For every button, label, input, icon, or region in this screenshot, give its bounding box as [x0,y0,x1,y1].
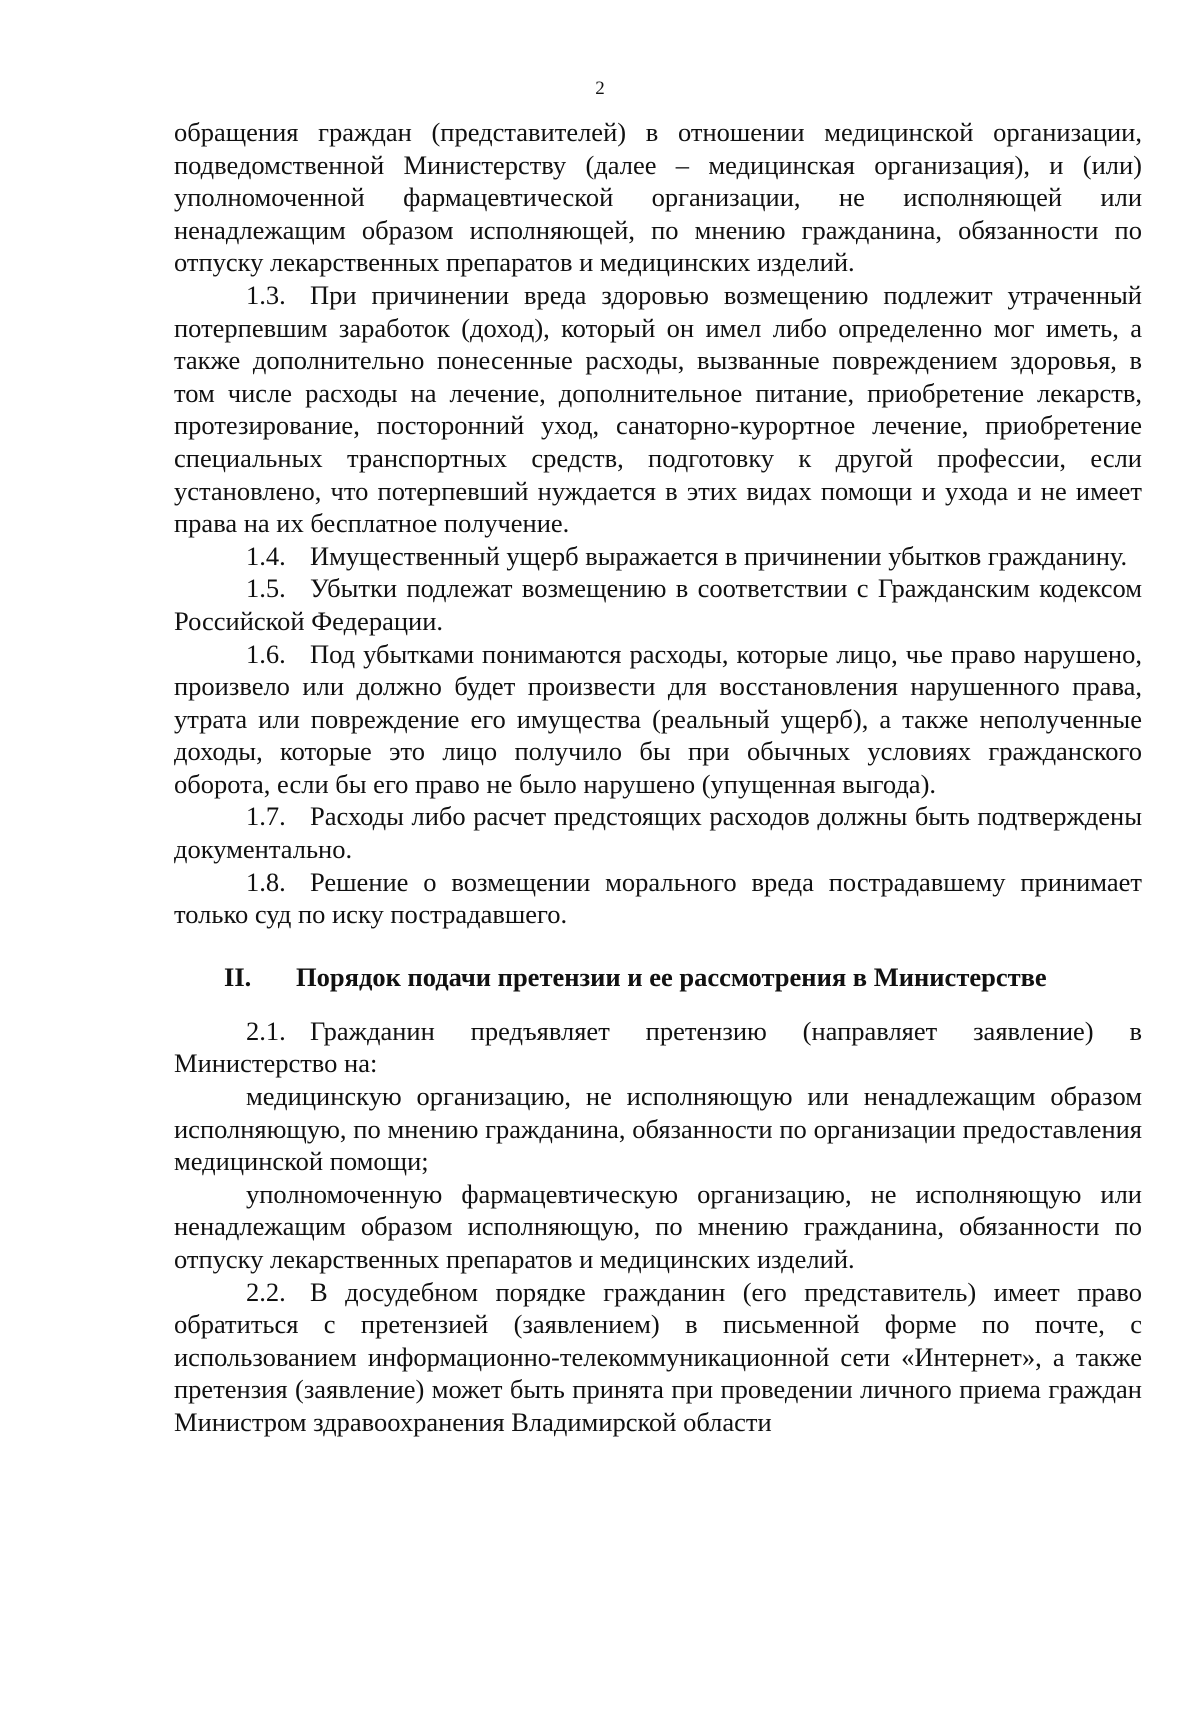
page-number: 2 [595,78,605,99]
section-heading [174,961,1142,993]
document-body [174,116,1142,1439]
paragraph-2-1 [174,1015,1142,1080]
paragraph-1-7 [174,800,1142,865]
paragraph-number: 1.6. [246,638,286,669]
paragraph-1-5 [174,572,1142,637]
paragraph-text: Под убытками понимаются расходы, которые лицо, чье право нарушено, произвело или должно будет произвести для восстановления нарушенного права, утрата или повреждение его имущества (реальный ущерб), а также неполученные доходы, которые это лицо получило бы при обычных условиях гражданского оборота, если бы его право не было нарушено (упущенная выгода). [174,638,1142,799]
paragraph-text: медицинскую организацию, не исполняющую или ненадлежащим образом исполняющую, по мнению гражданина, обязанности по организации предоставления медицинской помощи; [174,1081,1142,1177]
paragraph-text: Решение о возмещении морального вреда пострадавшему принимает только суд по иску пострадавшего. [174,866,1142,930]
section-number: II. [224,961,252,992]
paragraph-number: 2.2. [246,1276,286,1307]
paragraph-2-2 [174,1276,1142,1439]
paragraph-number: 1.7. [246,801,286,832]
paragraph-text: обращения граждан (представителей) в отношении медицинской организации, подведомственной Министерству (далее – медицинская организация), и (или) уполномоченной фармацевтической организации, не исполняющей или ненадлежащим образом исполняющей, по мнению гражданина, обязанности по отпуску лекарственных препаратов и медицинских изделий. [174,117,1142,278]
paragraph-1-4 [174,540,1142,573]
paragraph-number: 2.1. [246,1015,286,1046]
paragraph-number: 1.8. [246,866,286,897]
paragraph-text: Убытки подлежат возмещению в соответствии с Гражданским кодексом Российской Федерации. [174,573,1142,636]
paragraph-number: 1.3. [246,279,286,310]
paragraph-pharma-org [174,1178,1142,1276]
paragraph-1-6 [174,638,1142,801]
paragraph-medical-org [174,1080,1142,1178]
paragraph-number: 1.4. [246,540,286,571]
paragraph-text: уполномоченную фармацевтическую организацию, не исполняющую или ненадлежащим образом исполняющую, по мнению гражданина, обязанности по отпуску лекарственных препаратов и медицинских изделий. [174,1178,1142,1274]
paragraph-text: Гражданин предъявляет претензию (направляет заявление) в Министерство на: [174,1015,1142,1079]
paragraph-continuation [174,116,1142,279]
paragraph-text: Расходы либо расчет предстоящих расходов должны быть подтверждены документально. [174,801,1142,865]
section-title: Порядок подачи претензии и ее рассмотрения в Министерстве [296,961,1047,992]
paragraph-text: При причинении вреда здоровью возмещению подлежит утраченный потерпевшим заработок (доход), который он имел либо определенно мог иметь, а также дополнительно понесенные расходы, вызванные повреждением здоровья, в том числе расходы на лечение, дополнительное питание, приобретение лекарств, протезирование, посторонний уход, санаторно-курортное лечение, приобретение специальных транспортных средств, подготовку к другой профессии, если установлено, что потерпевший нуждается в этих видах помощи и ухода и не имеет права на их бесплатное получение. [174,279,1142,539]
paragraph-text: В досудебном порядке гражданин (его представитель) имеет право обратиться с претензией (заявлением) в письменной форме по почте, с использованием информационно-телекоммуникационной сети «Интернет», а также претензия (заявление) может быть принята при проведении личного приема граждан Министром здравоохранения Владимирской области [174,1276,1142,1437]
paragraph-text: Имущественный ущерб выражается в причинении убытков гражданину. [310,540,1128,571]
paragraph-number: 1.5. [246,573,286,604]
paragraph-1-3 [174,279,1142,540]
paragraph-1-8 [174,866,1142,931]
